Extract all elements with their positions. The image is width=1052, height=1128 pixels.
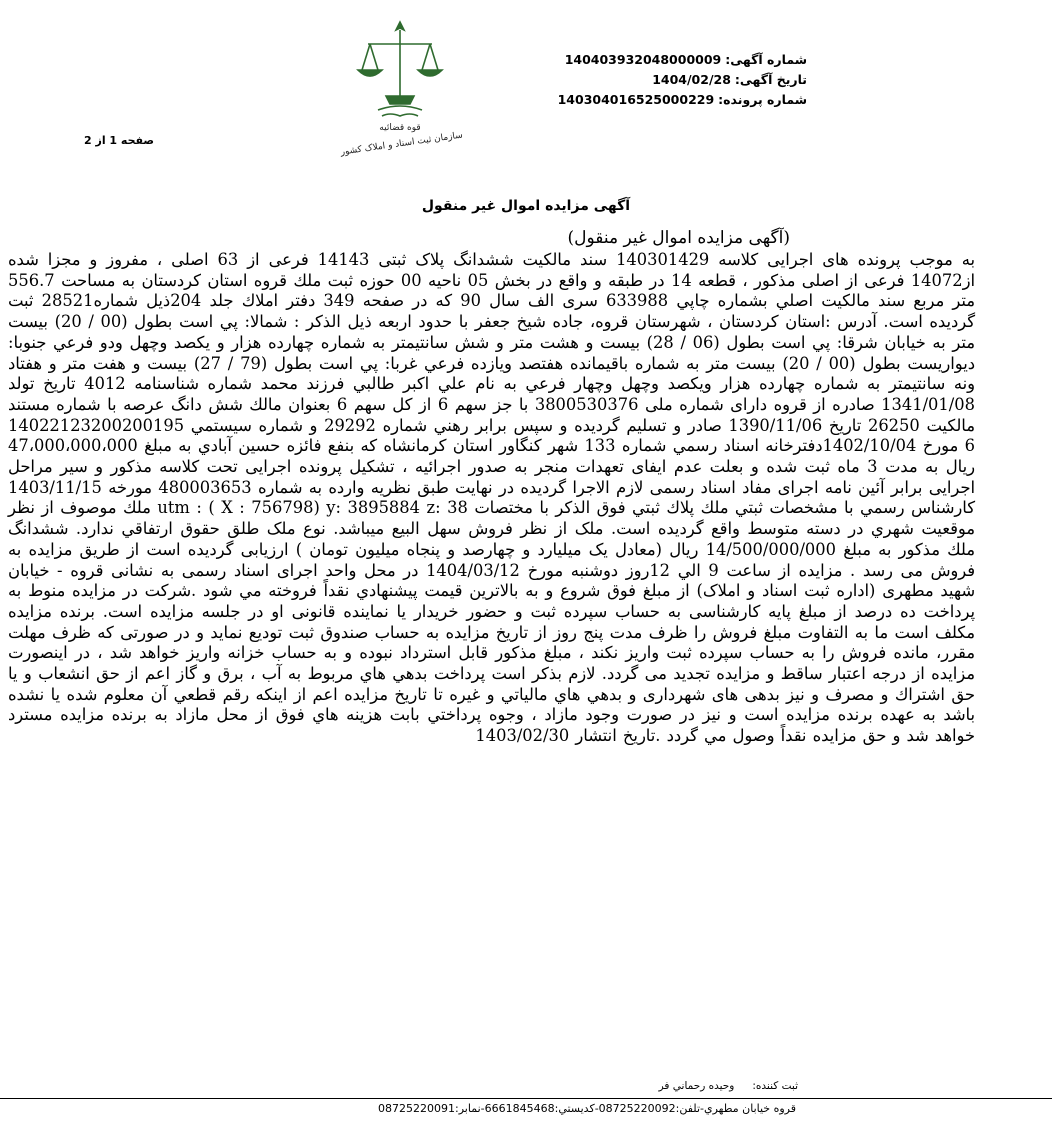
ad-number-label: شماره آگهی: [725, 52, 807, 67]
registrar [659, 1080, 798, 1092]
logo-text-organization: سازمان ثبت اسناد و املاک کشور [340, 130, 464, 158]
ad-date: 1404/02/28 [652, 72, 731, 87]
header-info [558, 50, 807, 110]
ad-date-row [558, 70, 807, 90]
ad-number-row [558, 50, 807, 70]
document-subtitle: (آگهی مزایده اموال غیر منقول) [567, 228, 790, 248]
registrar-label: ثبت کننده: [752, 1080, 798, 1092]
document-title: آگهی مزایده اموال غیر منقول [421, 198, 631, 214]
case-number-label: شماره پرونده: [718, 92, 807, 107]
case-number: 140304016525000229 [557, 92, 715, 107]
judiciary-logo [330, 18, 470, 158]
ad-date-label: تاریخ آگهی: [734, 72, 807, 87]
registrar-name: وحیده رحماني فر [658, 1080, 735, 1092]
ad-number: 140403932048000009 [564, 52, 722, 67]
logo-text-judiciary: قوه قضائیه [379, 123, 421, 133]
page-number: صفحه 1 از 2 [84, 134, 155, 147]
case-number-row [558, 90, 807, 110]
footer-address: قروه خيابان مطهري-تلفن:08725220092-كديستي:6661845468-نمابر:08725220091 [378, 1102, 796, 1115]
footer-divider [0, 1098, 1052, 1099]
announcement-body: به موجب پرونده های اجرایی کلاسه 140301429 سند مالکیت ششدانگ پلاک ثبتی 14143 فرعی از 63 اصلی ، مفروز و مجزا شده از14072 فرعی از اصلی مذکور ، قطعه 14 در طبقه و واقع در بخش 05 ناحیه 00 حوزه ثبت ملك قروه استان كردستان به مساحت 556.7 متر مربع سند مالکیت اصلي بشماره چاپي 633988 سری الف سال 90 که در صفحه 349 دفتر املاك جلد 204ذیل شماره28521 ثبت گردیده است. آدرس :استان کردستان ، شهرستان قروه، جاده شیخ جعفر با حدود اربعه ذیل الذکر : شمالا: پي است بطول (00 / 20) بیست متر به خیابان شرقا: پي است بطول (06 / 28) بیست و هشت متر و شش سانتیمتر به شماره چهارده هزار و یکصد وچهل ودو فرعي جنوبا: دیواریست بطول (00 / 20) بیست متر به شماره باقیمانده هفتصد ویازده فرعي غربا: پي است بطول (79 / 27) بیست و هفت متر و هفتاد ونه سانتیمتر به شماره چهارده هزار ویکصد وچهل وچهار فرعي به نام علي اكبر طالبي فرزند محمد شماره شناسنامه 4012 تاریخ تولد 1341/01/08 صادره از قروه دارای شماره ملی 3800530376 با جز سهم 6 از كل سهم 6 بعنوان مالك شش دانگ عرصه با شماره مستند مالكيت 26250 تاريخ 1390/11/06 صادر و تسليم گرديده و سپس برابر رهني شماره 29292 و شماره سيستمي 14022123200200195​6 مورخ 1402/10/04دفترخانه اسناد رسمي شماره 133 شهر كنگاور استان كرمانشاه كه بنفع فائزه حسين آبادي به مبلغ 47،000،000،000 ريال به مدت 3 ماه ثبت شده و بعلت عدم ایفای تعهدات منجر به صدور اجرائیه ، تشکیل پرونده اجرایی تحت کلاسه مذکور و سیر مراحل اجرایی برابر آئین نامه اجرای مفاد اسناد رسمی لازم الاجرا گردیده در نهایت طبق نظریه وارده به شماره 480003653 مورخه 1403/11/15 كارشناس رسمي با مشخصات ثبتي ملك پلاك ثبتي فوق الذكر با مختصات utm : ( X : 756798) y: 3895884 z: 38 ملك موصوف از نظر موقعيت شهري در دسته متوسط واقع گرديده است. ملک از نظر فروش سهل البیع میباشد. نوع ملک طلق حقوق ارتفاقي ندارد. ششدانگ ملك مذكور به مبلغ 14/500/000/000 ریال (معادل یک میلیارد و چهارصد و پنجاه میلیون تومان ) ارزیابی گردیده است از طریق مزایده به فروش می رسد . مزایده از ساعت 9 الي 12روز دوشنبه مورخ 1404/03/12 در محل واحد اجرای اسناد رسمی به نشانی قروه - خیابان شهید مطهری (اداره ثبت اسناد و املاک) از مبلغ فوق شروع و به بالاترین قیمت پیشنهادي نقداً فروخته مي شود .شرکت در مزایده منوط به پرداخت ده درصد از مبلغ پایه كارشناسی به حساب سپرده ثبت و حضور خریدار یا نماینده قانونی او در جلسه مزایده است. برنده مزایده مکلف است ما به التفاوت مبلغ فروش را ظرف مدت پنج روز از تاریخ مزایده به حساب صندوق ثبت تودیع نماید و در صورتی که ظرف مهلت مقرر، مانده فروش را به حساب سپرده ثبت واریز نکند ، مبلغ مذکور قابل استرداد نبوده و به حساب خزانه واریز خواهد شد ، در اینصورت مزایده از درجه اعتبار ساقط و مزایده تجدید می گردد. لازم بذكر است پرداخت بدهي هاي مربوط به آب ، برق و گاز اعم از حق انشعاب و يا حق اشتراك و مصرف و نیز بدهی های شهرداری و بدهي هاي مالياتي و غيره تا تاريخ مزايده اعم از اينكه رقم قطعي آن معلوم شده يا نشده باشد به عهده برنده مزايده است و نيز در صورت وجود مازاد ، وجوه پرداختي بابت هزينه هاي فوق از محل مازاد به برنده مزايده مسترد خواهد شد و حق مزايده نقداً وصول مي گردد .تاریخ انتشار 1403/02/30 [8, 250, 976, 746]
